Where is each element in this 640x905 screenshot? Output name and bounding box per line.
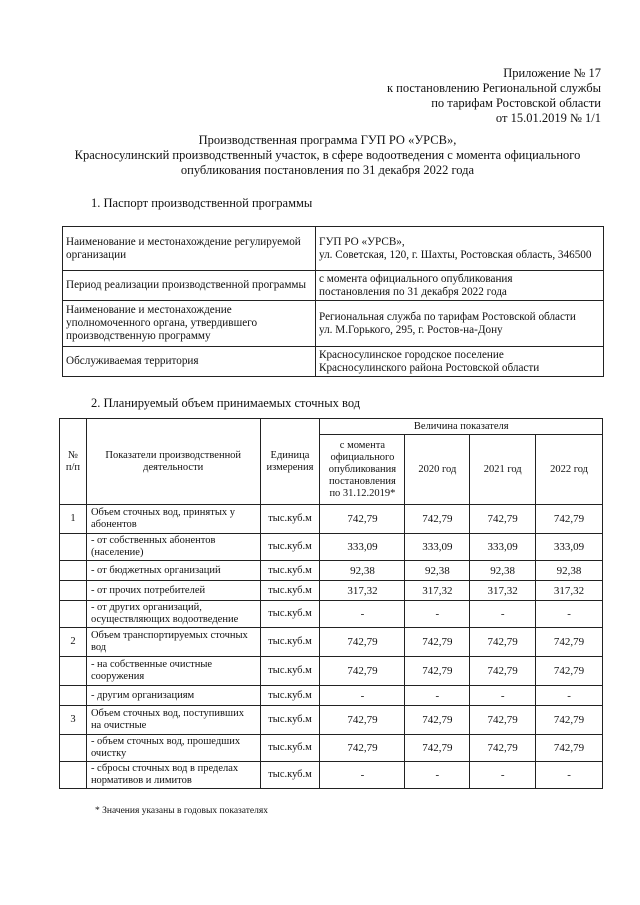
passport-table: [62, 226, 604, 377]
row-unit: тыс.куб.м: [260, 762, 320, 789]
row-value: 742,79: [320, 505, 405, 534]
document-title: [40, 133, 615, 178]
header-value-group: Величина показателя: [320, 419, 603, 435]
row-value: -: [536, 762, 603, 789]
table-row: [60, 561, 603, 581]
row-unit: тыс.куб.м: [260, 706, 320, 735]
row-value: 742,79: [536, 657, 603, 686]
section-2-title: 2. Планируемый объем принимаемых сточных вод: [91, 396, 361, 410]
table-row: [60, 628, 603, 657]
row-label: - от прочих потребителей: [86, 581, 260, 601]
appendix-line: к постановлению Региональной службы: [386, 81, 601, 95]
passport-key: Период реализации производственной программы: [63, 271, 316, 301]
row-number: [60, 581, 87, 601]
table-row: [60, 657, 603, 686]
table-row: [60, 534, 603, 561]
title-line: опубликования постановления по 31 декабря 2022 года: [180, 163, 475, 177]
row-value: -: [320, 601, 405, 628]
row-value: 333,09: [470, 534, 536, 561]
header-unit: Единица измерения: [260, 419, 320, 505]
row-value: 742,79: [536, 735, 603, 762]
table-row: [60, 686, 603, 706]
row-value: -: [536, 686, 603, 706]
title-line: Красносулинский производственный участок, в сфере водоотведения с момента официального: [74, 148, 581, 162]
header-2022: 2022 год: [536, 435, 603, 505]
row-value: -: [405, 762, 470, 789]
passport-value: с момента официального опубликования постановления по 31 декабря 2022 года: [316, 271, 604, 301]
row-value: 742,79: [470, 706, 536, 735]
row-unit: тыс.куб.м: [260, 686, 320, 706]
header-num: № п/п: [60, 419, 87, 505]
row-value: -: [320, 686, 405, 706]
section-1-title: 1. Паспорт производственной программы: [91, 196, 313, 210]
row-value: 742,79: [405, 628, 470, 657]
row-unit: тыс.куб.м: [260, 505, 320, 534]
row-label: - от бюджетных организаций: [86, 561, 260, 581]
row-value: 742,79: [405, 505, 470, 534]
table-row: [60, 762, 603, 789]
row-number: [60, 534, 87, 561]
row-value: 333,09: [320, 534, 405, 561]
row-value: -: [470, 686, 536, 706]
row-label: - другим организациям: [86, 686, 260, 706]
header-2021: 2021 год: [470, 435, 536, 505]
table-row: [60, 601, 603, 628]
table-row: [60, 735, 603, 762]
row-value: 92,38: [470, 561, 536, 581]
table-row: [60, 505, 603, 534]
table-row: [63, 271, 604, 301]
table-row: [63, 347, 604, 377]
row-label: - сбросы сточных вод в пределах нормативов и лимитов: [86, 762, 260, 789]
row-number: 2: [60, 628, 87, 657]
row-unit: тыс.куб.м: [260, 581, 320, 601]
row-value: 742,79: [320, 735, 405, 762]
row-unit: тыс.куб.м: [260, 601, 320, 628]
table-row: [60, 706, 603, 735]
row-value: 742,79: [320, 657, 405, 686]
row-label: - от собственных абонентов (население): [86, 534, 260, 561]
row-value: 742,79: [320, 706, 405, 735]
passport-key: Наименование и местонахождение уполномоченного органа, утвердившего производственную программу: [63, 301, 316, 347]
row-value: 742,79: [470, 505, 536, 534]
row-value: 333,09: [536, 534, 603, 561]
passport-key: Наименование и местонахождение регулируемой организации: [63, 227, 316, 271]
passport-value: Региональная служба по тарифам Ростовской области ул. М.Горького, 295, г. Ростов-на-Дону: [316, 301, 604, 347]
row-number: 3: [60, 706, 87, 735]
row-value: 742,79: [470, 628, 536, 657]
row-value: 742,79: [405, 657, 470, 686]
row-value: 317,32: [536, 581, 603, 601]
row-number: 1: [60, 505, 87, 534]
row-number: [60, 657, 87, 686]
table-row: [63, 301, 604, 347]
passport-key: Обслуживаемая территория: [63, 347, 316, 377]
row-value: -: [470, 762, 536, 789]
row-value: 742,79: [536, 505, 603, 534]
row-value: -: [470, 601, 536, 628]
row-unit: тыс.куб.м: [260, 735, 320, 762]
row-unit: тыс.куб.м: [260, 561, 320, 581]
row-label: - от других организаций, осуществляющих водоотведение: [86, 601, 260, 628]
row-label: - на собственные очистные сооружения: [86, 657, 260, 686]
row-unit: тыс.куб.м: [260, 657, 320, 686]
row-value: 742,79: [536, 628, 603, 657]
row-label: Объем транспортируемых сточных вод: [86, 628, 260, 657]
title-line: Производственная программа ГУП РО «УРСВ»,: [198, 133, 457, 147]
header-period0: с момента официального опубликования постановления по 31.12.2019*: [320, 435, 405, 505]
row-number: [60, 561, 87, 581]
appendix-line: по тарифам Ростовской области: [431, 96, 601, 110]
row-value: 742,79: [320, 628, 405, 657]
row-unit: тыс.куб.м: [260, 534, 320, 561]
row-value: 333,09: [405, 534, 470, 561]
row-value: 742,79: [470, 735, 536, 762]
header-row: [60, 419, 603, 435]
row-value: -: [320, 762, 405, 789]
passport-value: ГУП РО «УРСВ», ул. Советская, 120, г. Шахты, Ростовская область, 346500: [316, 227, 604, 271]
row-value: 92,38: [320, 561, 405, 581]
row-number: [60, 762, 87, 789]
row-unit: тыс.куб.м: [260, 628, 320, 657]
row-label: - объем сточных вод, прошедших очистку: [86, 735, 260, 762]
row-value: 742,79: [536, 706, 603, 735]
row-number: [60, 735, 87, 762]
row-value: 92,38: [536, 561, 603, 581]
volume-table: [59, 418, 603, 789]
row-label: Объем сточных вод, принятых у абонентов: [86, 505, 260, 534]
row-value: -: [405, 601, 470, 628]
table-row: [60, 581, 603, 601]
row-value: 317,32: [320, 581, 405, 601]
row-value: 317,32: [470, 581, 536, 601]
header-2020: 2020 год: [405, 435, 470, 505]
footnote: * Значения указаны в годовых показателях: [95, 806, 269, 816]
appendix-line: от 15.01.2019 № 1/1: [495, 111, 601, 125]
passport-value: Красносулинское городское поселение Красносулинского района Ростовской области: [316, 347, 604, 377]
appendix-line: Приложение № 17: [503, 66, 601, 80]
row-label: Объем сточных вод, поступивших на очистные: [86, 706, 260, 735]
row-value: 92,38: [405, 561, 470, 581]
appendix-header: [387, 66, 601, 126]
row-number: [60, 686, 87, 706]
row-value: 317,32: [405, 581, 470, 601]
header-indicator: Показатели производственной деятельности: [86, 419, 260, 505]
row-value: -: [536, 601, 603, 628]
volume-table-body: [60, 505, 603, 789]
row-value: 742,79: [405, 735, 470, 762]
table-row: [63, 227, 604, 271]
row-value: 742,79: [470, 657, 536, 686]
row-value: -: [405, 686, 470, 706]
row-number: [60, 601, 87, 628]
row-value: 742,79: [405, 706, 470, 735]
